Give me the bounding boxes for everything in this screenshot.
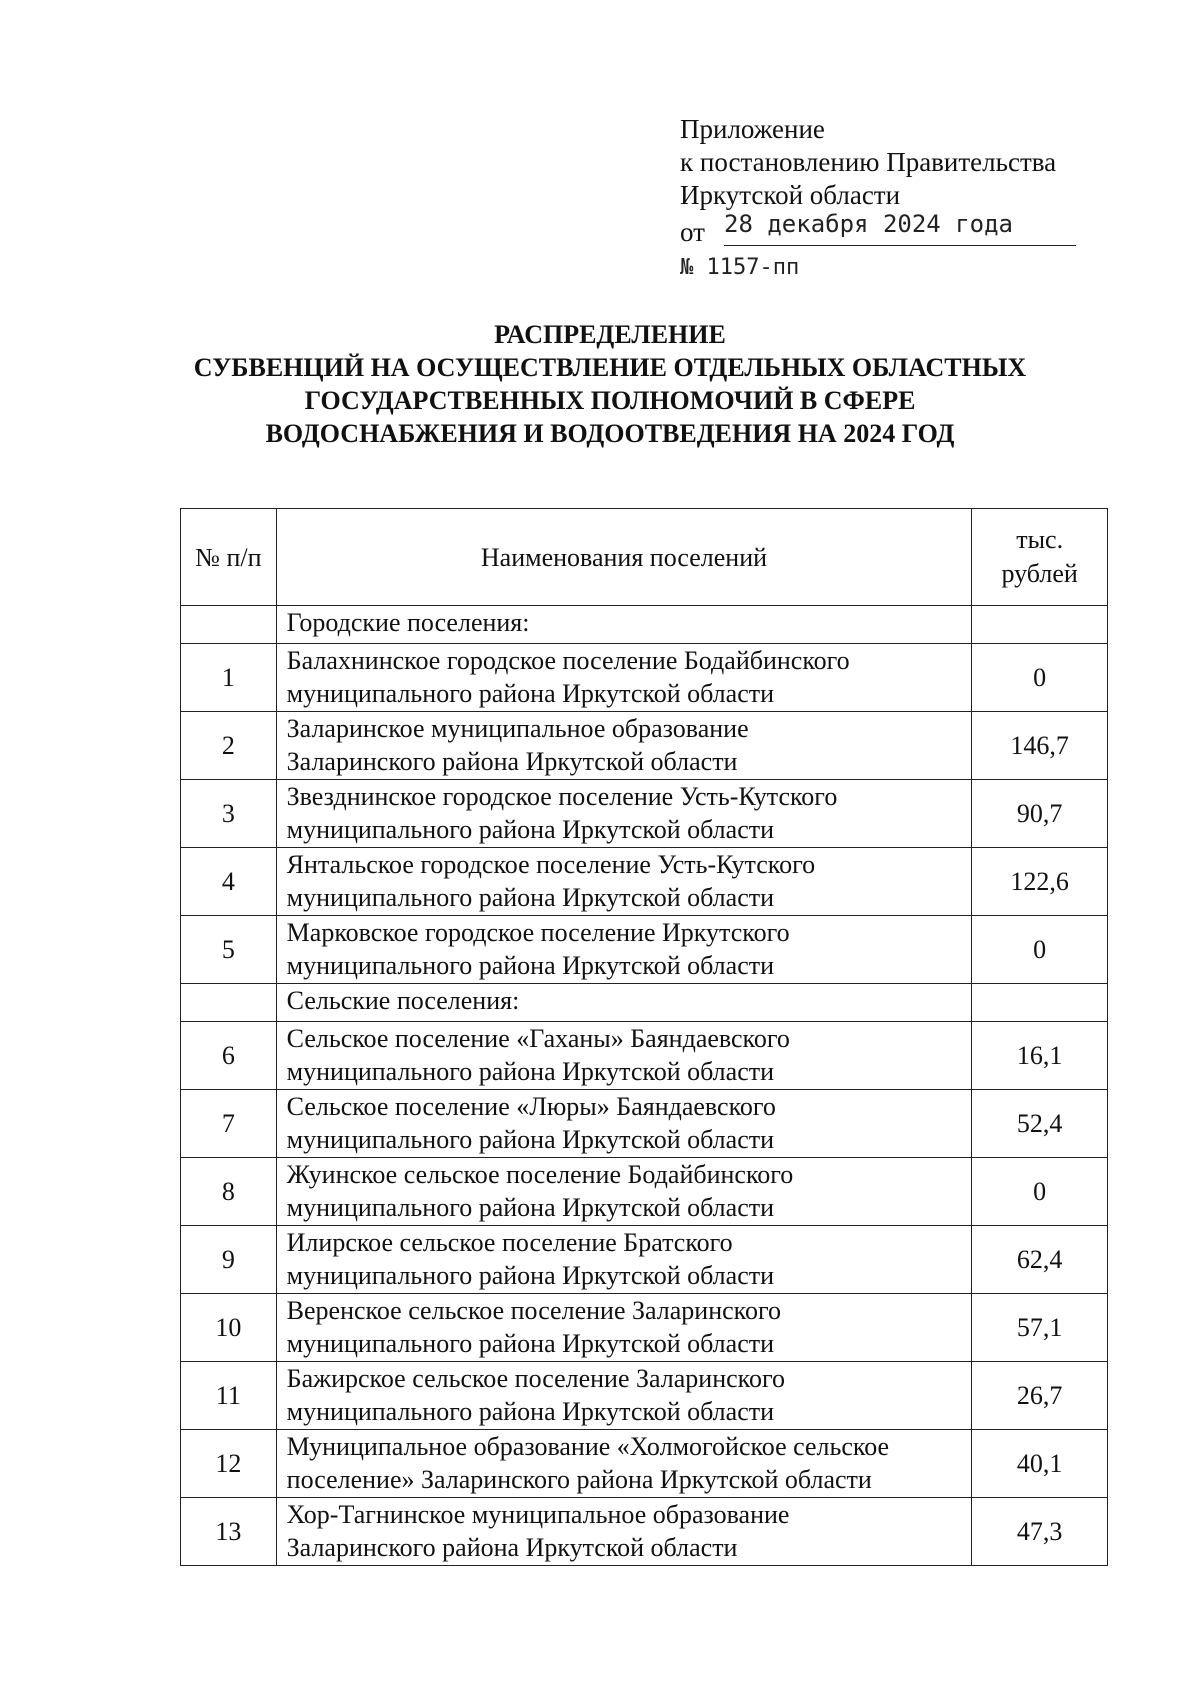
appendix-region: Иркутской области [680, 180, 901, 210]
settlement-name [276, 848, 972, 916]
title-line-1: РАСПРЕДЕЛЕНИЕ [494, 320, 726, 349]
group-value-cell [972, 606, 1108, 644]
subvention-amount: 0 [972, 916, 1108, 984]
settlement-name [276, 916, 972, 984]
row-number: 11 [181, 1362, 277, 1430]
settlement-name [276, 712, 972, 780]
subvention-amount: 90,7 [972, 780, 1108, 848]
settlement-name [276, 644, 972, 712]
table-row [181, 1226, 1108, 1294]
settlement-name-line-1: Муниципальное образование «Холмогойское сельское [286, 1432, 890, 1461]
appendix-block [680, 113, 1100, 284]
settlement-name-line-2: муниципального района Иркутской области [286, 1329, 775, 1358]
table-row [181, 1158, 1108, 1226]
title-line-4: ВОДОСНАБЖЕНИЯ И ВОДООТВЕДЕНИЯ НА 2024 ГОД [265, 419, 955, 448]
subvention-amount: 146,7 [972, 712, 1108, 780]
table-header-row [181, 509, 1108, 606]
group-heading: Городские поселения: [276, 606, 972, 644]
settlement-name-line-1: Веренское сельское поселение Заларинского [286, 1296, 781, 1325]
settlement-name [276, 1090, 972, 1158]
subvention-amount: 52,4 [972, 1090, 1108, 1158]
settlement-name-line-1: Илирское сельское поселение Братского [286, 1228, 733, 1257]
settlement-name-line-2: муниципального района Иркутской области [286, 883, 775, 912]
header-unit-line-1: тыс. [1016, 525, 1064, 554]
header-unit [972, 509, 1108, 606]
settlement-name-line-1: Хор-Тагнинское муниципальное образование [286, 1500, 790, 1529]
row-number: 9 [181, 1226, 277, 1294]
settlement-name-line-1: Балахнинское городское поселение Бодайбинского [286, 646, 850, 675]
settlement-name [276, 1362, 972, 1430]
table-row [181, 1362, 1108, 1430]
settlement-name [276, 1226, 972, 1294]
date-underline [724, 245, 1076, 246]
title-line-3: ГОСУДАРСТВЕННЫХ ПОЛНОМОЧИЙ В СФЕРЕ [304, 386, 916, 415]
table-row [181, 1294, 1108, 1362]
subvention-amount: 57,1 [972, 1294, 1108, 1362]
row-number: 8 [181, 1158, 277, 1226]
subvention-amount: 0 [972, 644, 1108, 712]
settlement-name-line-2: поселение» Заларинского района Иркутской области [286, 1465, 872, 1494]
settlement-name-line-2: муниципального района Иркутской области [286, 1125, 775, 1154]
settlement-name-line-1: Звезднинское городское поселение Усть-Кутского [286, 782, 838, 811]
table-row [181, 1498, 1108, 1566]
row-number: 4 [181, 848, 277, 916]
settlement-name-line-2: муниципального района Иркутской области [286, 951, 775, 980]
row-number: 5 [181, 916, 277, 984]
settlement-name [276, 1294, 972, 1362]
subvention-amount: 122,6 [972, 848, 1108, 916]
appendix-title: Приложение [680, 114, 825, 144]
date-prefix: от [680, 217, 705, 247]
subvention-amount: 62,4 [972, 1226, 1108, 1294]
settlement-name-line-2: Заларинского района Иркутской области [286, 1533, 738, 1562]
settlement-name-line-2: муниципального района Иркутской области [286, 1057, 775, 1086]
row-number: 6 [181, 1022, 277, 1090]
settlement-name-line-2: муниципального района Иркутской области [286, 679, 775, 708]
table-row [181, 1430, 1108, 1498]
settlement-name-line-1: Янтальское городское поселение Усть-Кутского [286, 850, 816, 879]
settlement-name [276, 1158, 972, 1226]
settlement-name-line-1: Заларинское муниципальное образование [286, 714, 749, 743]
settlement-name [276, 1022, 972, 1090]
subvention-amount: 26,7 [972, 1362, 1108, 1430]
table-row [181, 780, 1108, 848]
row-number: 3 [181, 780, 277, 848]
group-value-cell [972, 984, 1108, 1022]
group-heading: Сельские поселения: [276, 984, 972, 1022]
settlement-name [276, 1430, 972, 1498]
settlement-name-line-2: муниципального района Иркутской области [286, 1397, 775, 1426]
header-name: Наименования поселений [276, 509, 972, 606]
settlement-name-line-1: Сельское поселение «Люры» Баяндаевского [286, 1092, 776, 1121]
title-line-2: СУБВЕНЦИЙ НА ОСУЩЕСТВЛЕНИЕ ОТДЕЛЬНЫХ ОБЛАСТНЫХ [193, 353, 1027, 382]
header-num: № п/п [181, 509, 277, 606]
settlement-name-line-1: Марковское городское поселение Иркутского [286, 918, 790, 947]
header-unit-line-2: рублей [1001, 559, 1078, 588]
group-num-cell [181, 606, 277, 644]
subvention-amount: 40,1 [972, 1430, 1108, 1498]
settlement-name-line-1: Сельское поселение «Гаханы» Баяндаевского [286, 1024, 790, 1053]
group-num-cell [181, 984, 277, 1022]
row-number: 2 [181, 712, 277, 780]
subvention-amount: 16,1 [972, 1022, 1108, 1090]
row-number: 10 [181, 1294, 277, 1362]
table-body [181, 606, 1108, 1566]
table-row [181, 712, 1108, 780]
group-urban-settlements [181, 606, 1108, 644]
appendix-date-row [680, 212, 1100, 245]
row-number: 13 [181, 1498, 277, 1566]
settlement-name [276, 1498, 972, 1566]
appendix-resolution: к постановлению Правительства [680, 147, 1057, 177]
document-title [160, 318, 1060, 450]
row-number: 7 [181, 1090, 277, 1158]
table-row [181, 916, 1108, 984]
settlement-name-line-2: муниципального района Иркутской области [286, 815, 775, 844]
settlement-name-line-1: Жуинское сельское поселение Бодайбинского [286, 1160, 794, 1189]
settlement-name-line-1: Бажирское сельское поселение Заларинского [286, 1364, 785, 1393]
distribution-table [180, 508, 1108, 1566]
row-number: 1 [181, 644, 277, 712]
row-number: 12 [181, 1430, 277, 1498]
table-row [181, 1022, 1108, 1090]
settlement-name [276, 780, 972, 848]
settlement-name-line-2: муниципального района Иркутской области [286, 1193, 775, 1222]
subvention-amount: 0 [972, 1158, 1108, 1226]
subvention-amount: 47,3 [972, 1498, 1108, 1566]
table-row [181, 644, 1108, 712]
resolution-number: № 1157-пп [680, 255, 800, 280]
settlement-name-line-2: Заларинского района Иркутской области [286, 747, 738, 776]
group-rural-settlements [181, 984, 1108, 1022]
resolution-date: 28 декабря 2024 года [724, 210, 1013, 238]
settlement-name-line-2: муниципального района Иркутской области [286, 1261, 775, 1290]
table-row [181, 1090, 1108, 1158]
table-row [181, 848, 1108, 916]
